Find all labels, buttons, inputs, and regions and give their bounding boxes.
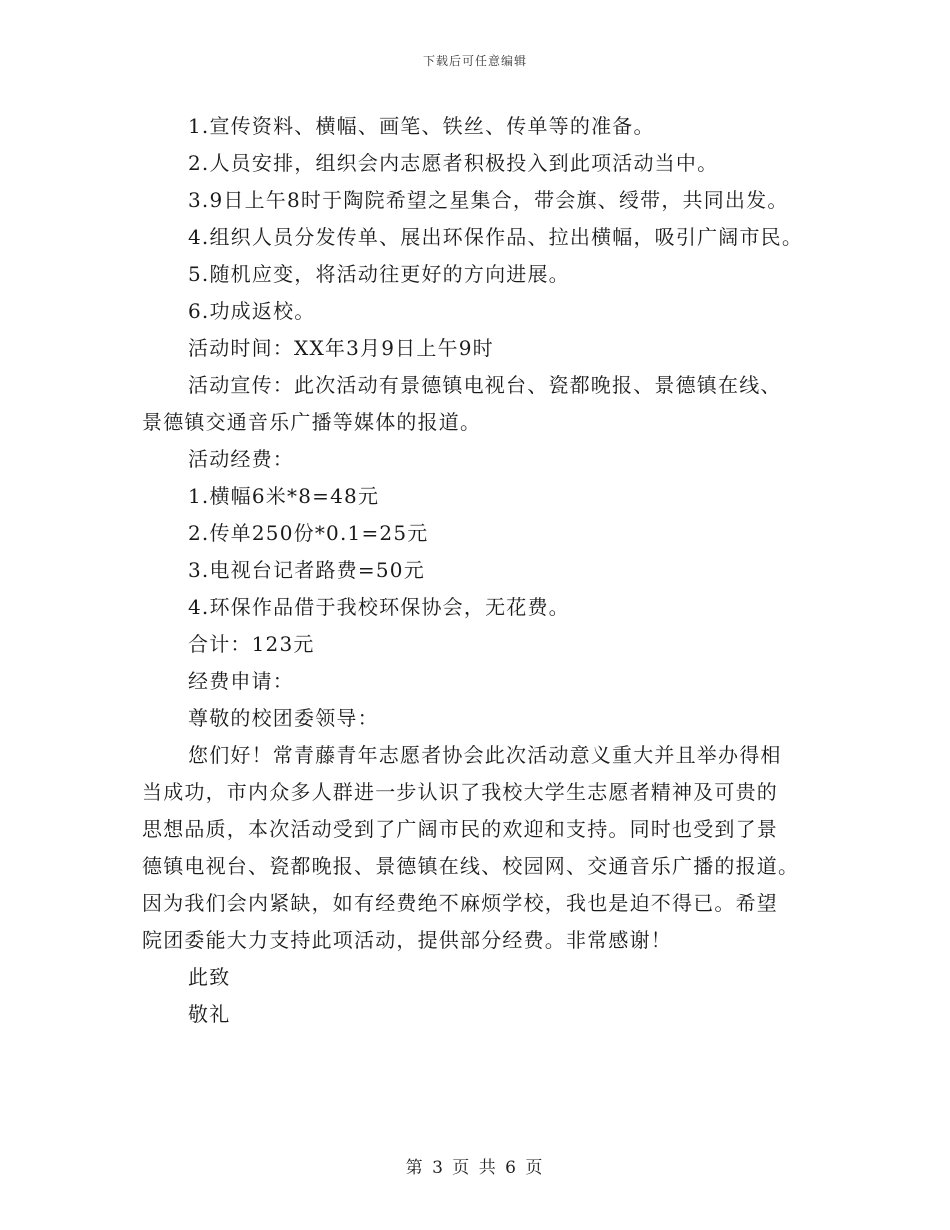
funding-item: 4.环保作品借于我校环保协会，无花费。: [188, 595, 570, 619]
header-note: 下载后可任意编辑: [422, 54, 527, 68]
letter-paragraph-line: 因为我们会内紧缺，如有经费绝不麻烦学校，我也是迫不得已。希望: [142, 891, 778, 915]
letter-paragraph-line: 思想品质，本次活动受到了广阔市民的欢迎和支持。同时也受到了景: [142, 817, 778, 841]
letter-paragraph-line: 当成功，市内众多人群进一步认识了我校大学生志愿者精神及可贵的: [142, 780, 778, 804]
text-line: 2.人员安排，组织会内志愿者积极投入到此项活动当中。: [188, 151, 719, 175]
text-line: 4.组织人员分发传单、展出环保作品、拉出横幅，吸引广阔市民。: [188, 225, 804, 249]
letter-paragraph-line: 您们好！常青藤青年志愿者协会此次活动意义重大并且举办得相: [188, 743, 782, 767]
funding-item: 2.传单250份*0.1=25元: [188, 521, 429, 545]
funding-application-heading: 经费申请：: [188, 669, 294, 693]
text-line: 1.宣传资料、横幅、画笔、铁丝、传单等的准备。: [188, 114, 655, 138]
activity-publicity: 活动宣传：此次活动有景德镇电视台、瓷都晚报、景德镇在线、: [188, 373, 782, 397]
salutation: 尊敬的校团委领导：: [188, 706, 379, 730]
text-line: 3.9日上午8时于陶院希望之星集合，带会旗、绶带，共同出发。: [188, 188, 789, 212]
text-line: 5.随机应变，将活动往更好的方向进展。: [188, 262, 570, 286]
funding-total: 合计：123元: [188, 632, 315, 656]
letter-paragraph-line: 德镇电视台、瓷都晚报、景德镇在线、校园网、交通音乐广播的报道。: [142, 854, 800, 878]
text-line: 6.功成返校。: [188, 299, 316, 323]
funding-item: 3.电视台记者路费=50元: [188, 558, 425, 582]
activity-publicity-cont: 景德镇交通音乐广播等媒体的报道。: [142, 410, 482, 434]
page-number: 第 3 页 共 6 页: [405, 1158, 545, 1178]
letter-paragraph-line: 院团委能大力支持此项活动，提供部分经费。非常感谢！: [142, 928, 672, 952]
funding-item: 1.横幅6米*8=48元: [188, 484, 380, 508]
closing-line: 此致: [188, 965, 231, 989]
activity-time: 活动时间：XX年3月9日上午9时: [188, 336, 494, 360]
document-body: [142, 108, 812, 1033]
activity-funding-heading: 活动经费：: [188, 447, 294, 471]
closing-line: 敬礼: [188, 1002, 231, 1026]
